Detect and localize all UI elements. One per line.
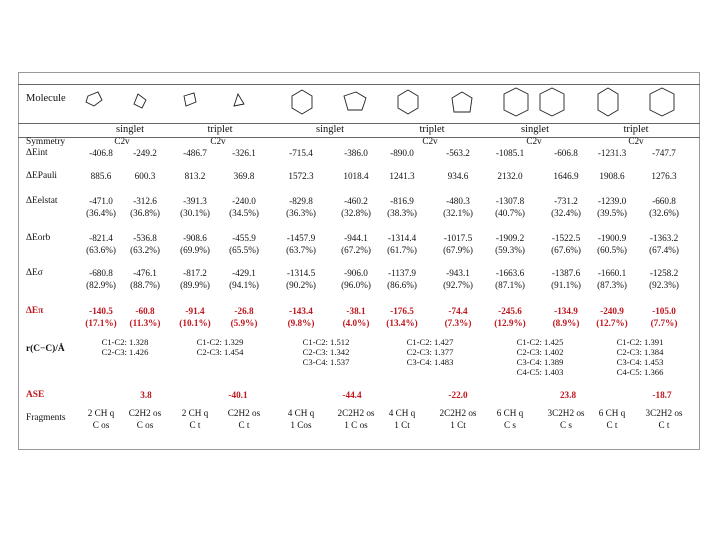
molecule-label: Molecule [26, 93, 66, 104]
bond-length-line: C3-C4: 1.389 [516, 357, 564, 367]
fragment-top: 3C2H2 os [645, 408, 683, 418]
fragment-bottom: 1 Cos [290, 420, 312, 430]
eorb-value: -1457.9 [286, 233, 316, 243]
symmetry-2: C2v [210, 136, 226, 146]
esigma-value: -943.1 [446, 268, 470, 278]
epi-percent: (9.8%) [287, 318, 315, 328]
eint-value: -747.7 [652, 148, 676, 158]
fragment-bottom: C t [189, 420, 201, 430]
esigma-value: -906.0 [344, 268, 368, 278]
epauli-value: 369.8 [233, 171, 255, 181]
structure-8 [452, 92, 472, 112]
eelstat-percent: (30.1%) [180, 208, 210, 218]
eelstat-value: -480.3 [446, 196, 470, 206]
eint-value: -326.1 [232, 148, 256, 158]
epi-value: -176.5 [390, 306, 414, 316]
esigma-value: -1663.6 [495, 268, 525, 278]
eorb-percent: (67.4%) [649, 245, 679, 255]
esigma-percent: (90.2%) [286, 280, 316, 290]
eorb-value: -1909.2 [495, 233, 525, 243]
group-5: singlet [521, 124, 549, 135]
epi-percent: (11.3%) [129, 318, 161, 328]
eint-value: -249.2 [133, 148, 157, 158]
eorb-value: -1900.9 [597, 233, 627, 243]
epi-percent: (17.1%) [85, 318, 117, 328]
bond-length-line: C3-C4: 1.537 [302, 357, 350, 367]
epi-value: -134.9 [554, 306, 578, 316]
eelstat-percent: (32.6%) [649, 208, 679, 218]
eorb-percent: (59.3%) [495, 245, 525, 255]
eorb-value: -908.6 [183, 233, 207, 243]
structure-1 [86, 92, 102, 106]
fragment-top: C2H2 os [227, 408, 261, 418]
eint-value: -563.2 [446, 148, 470, 158]
fragment-bottom: C t [606, 420, 618, 430]
fragment-bottom: C os [136, 420, 154, 430]
epauli-value: 1018.4 [343, 171, 369, 181]
esigma-value: -1660.1 [597, 268, 627, 278]
fragment-top: C2H2 os [128, 408, 162, 418]
epi-percent: (12.9%) [494, 318, 526, 328]
epauli-value: 934.6 [447, 171, 469, 181]
fragments-label: Fragments [26, 413, 66, 423]
group-4: triplet [419, 124, 445, 135]
eelstat-percent: (32.8%) [341, 208, 371, 218]
esigma-percent: (88.7%) [130, 280, 160, 290]
esigma-value: -1137.9 [388, 268, 416, 278]
epi-percent: (7.3%) [444, 318, 472, 328]
bond-length-label: r(C−C)/Å [26, 344, 65, 354]
symmetry-5: C2v [526, 136, 542, 146]
symmetry-1: C2v [114, 136, 130, 146]
esigma-percent: (86.6%) [387, 280, 417, 290]
ase-5: 23.8 [559, 390, 577, 400]
epi-value: -105.0 [652, 306, 676, 316]
esigma-percent: (82.9%) [86, 280, 116, 290]
eelstat-value: -829.8 [289, 196, 313, 206]
bond-length-line: C1-C2: 1.328 [101, 337, 149, 347]
eelstat-percent: (36.3%) [286, 208, 316, 218]
eint-value: -890.0 [390, 148, 414, 158]
fragment-top: 2 CH q [87, 408, 115, 418]
eorb-percent: (67.2%) [341, 245, 371, 255]
bond-length-line: C2-C3: 1.342 [302, 347, 350, 357]
fragment-bottom: C t [238, 420, 250, 430]
epauli-value: 1241.3 [389, 171, 415, 181]
epi-label: ΔEπ [26, 306, 44, 316]
fragment-top: 2 CH q [181, 408, 209, 418]
eelstat-value: -1307.8 [495, 196, 525, 206]
eorb-percent: (65.5%) [229, 245, 259, 255]
epauli-label: ΔEPauli [26, 171, 58, 181]
eelstat-percent: (36.8%) [130, 208, 160, 218]
eorb-value: -536.8 [133, 233, 157, 243]
bond-length-line: C2-C3: 1.384 [616, 347, 664, 357]
esigma-percent: (92.3%) [649, 280, 679, 290]
eelstat-value: -471.0 [89, 196, 113, 206]
epi-value: -245.6 [498, 306, 522, 316]
bond-length-line: C2-C3: 1.426 [101, 347, 149, 357]
eint-value: -715.4 [289, 148, 313, 158]
eelstat-percent: (36.4%) [86, 208, 116, 218]
epi-value: -240.9 [600, 306, 624, 316]
epi-percent: (7.7%) [650, 318, 678, 328]
symmetry-6: C2v [628, 136, 644, 146]
eelstat-value: -731.2 [554, 196, 578, 206]
fragment-bottom: 1 Ct [450, 420, 466, 430]
esigma-value: -1387.6 [551, 268, 581, 278]
eelstat-percent: (32.1%) [443, 208, 473, 218]
fragment-bottom: C os [92, 420, 110, 430]
eelstat-value: -460.2 [344, 196, 368, 206]
eorb-percent: (61.7%) [387, 245, 417, 255]
structure-12 [650, 88, 674, 116]
group-1: singlet [116, 124, 144, 135]
epi-value: -91.4 [185, 306, 205, 316]
esigma-value: -429.1 [232, 268, 256, 278]
esigma-percent: (91.1%) [551, 280, 581, 290]
eelstat-percent: (32.4%) [551, 208, 581, 218]
ase-4: -22.0 [448, 390, 468, 400]
bond-length-line: C1-C2: 1.512 [302, 337, 350, 347]
fragment-top: 6 CH q [496, 408, 524, 418]
bond-length-line: C1-C2: 1.425 [516, 337, 564, 347]
eelstat-label: ΔEelstat [26, 196, 58, 206]
structure-11 [598, 88, 618, 116]
epauli-value: 1646.9 [553, 171, 579, 181]
ase-3: -44.4 [342, 390, 362, 400]
eorb-value: -455.9 [232, 233, 256, 243]
eorb-percent: (67.6%) [551, 245, 581, 255]
esigma-percent: (94.1%) [229, 280, 259, 290]
bond-length-line: C3-C4: 1.483 [406, 357, 454, 367]
esigma-percent: (87.3%) [597, 280, 627, 290]
eint-value: -1085.1 [495, 148, 525, 158]
epi-value: -60.8 [135, 306, 155, 316]
symmetry-4: C2v [422, 136, 438, 146]
molecule-structures [80, 84, 710, 124]
epauli-value: 1908.6 [599, 171, 625, 181]
fragment-top: 4 CH q [388, 408, 416, 418]
esigma-label: ΔEσ [26, 268, 43, 278]
fragment-bottom: C t [658, 420, 670, 430]
epauli-value: 813.2 [184, 171, 206, 181]
epauli-value: 600.3 [134, 171, 156, 181]
eorb-value: -1314.4 [387, 233, 417, 243]
bond-length-line: C2-C3: 1.377 [406, 347, 454, 357]
epauli-value: 1572.3 [288, 171, 314, 181]
epi-value: -143.4 [289, 306, 313, 316]
eorb-value: -821.4 [89, 233, 113, 243]
epauli-value: 2132.0 [497, 171, 523, 181]
epauli-value: 1276.3 [651, 171, 677, 181]
group-3: singlet [316, 124, 344, 135]
eint-value: -606.8 [554, 148, 578, 158]
structure-10 [540, 88, 564, 116]
eelstat-value: -391.3 [183, 196, 207, 206]
esigma-percent: (96.0%) [341, 280, 371, 290]
fragment-top: 2C2H2 os [337, 408, 375, 418]
eelstat-percent: (39.5%) [597, 208, 627, 218]
ase-2: -40.1 [228, 390, 248, 400]
eint-label: ΔEint [26, 148, 48, 158]
bond-length-line: C1-C2: 1.329 [196, 337, 244, 347]
esigma-value: -680.8 [89, 268, 113, 278]
fragment-top: 3C2H2 os [547, 408, 585, 418]
epi-percent: (5.9%) [230, 318, 258, 328]
epi-percent: (10.1%) [179, 318, 211, 328]
bond-length-line: C4-C5: 1.366 [616, 367, 664, 377]
fragment-top: 6 CH q [598, 408, 626, 418]
ase-6: -18.7 [652, 390, 672, 400]
eelstat-value: -1239.0 [597, 196, 627, 206]
structure-7 [398, 90, 418, 114]
eorb-value: -1522.5 [551, 233, 581, 243]
eint-value: -406.8 [89, 148, 113, 158]
esigma-value: -817.2 [183, 268, 207, 278]
eelstat-percent: (40.7%) [495, 208, 525, 218]
bond-length-line: C2-C3: 1.454 [196, 347, 244, 357]
epi-percent: (13.4%) [386, 318, 418, 328]
symmetry-label: Symmetry [26, 137, 66, 147]
esigma-percent: (92.7%) [443, 280, 473, 290]
esigma-percent: (89.9%) [180, 280, 210, 290]
epauli-value: 885.6 [90, 171, 112, 181]
structure-4 [234, 94, 244, 106]
epi-value: -26.8 [234, 306, 254, 316]
eint-value: -1231.3 [597, 148, 627, 158]
epi-value: -74.4 [448, 306, 468, 316]
epi-value: -38.1 [346, 306, 366, 316]
fragment-bottom: C s [559, 420, 573, 430]
epi-value: -140.5 [89, 306, 113, 316]
bond-length-line: C3-C4: 1.453 [616, 357, 664, 367]
ase-label: ASE [26, 390, 45, 400]
eelstat-percent: (34.5%) [229, 208, 259, 218]
eorb-percent: (69.9%) [180, 245, 210, 255]
eelstat-value: -240.0 [232, 196, 256, 206]
eorb-label: ΔEorb [26, 233, 51, 243]
bond-length-line: C1-C2: 1.427 [406, 337, 454, 347]
structure-9 [504, 88, 528, 116]
esigma-value: -1258.2 [649, 268, 679, 278]
group-2: triplet [207, 124, 233, 135]
fragment-bottom: 1 Ct [394, 420, 410, 430]
eint-value: -386.0 [344, 148, 368, 158]
bond-length-line: C1-C2: 1.391 [616, 337, 664, 347]
bond-length-line: C4-C5: 1.403 [516, 367, 564, 377]
bond-length-line: C2-C3: 1.402 [516, 347, 564, 357]
fragment-bottom: 1 C os [344, 420, 368, 430]
fragment-top: 4 CH q [287, 408, 315, 418]
epi-percent: (4.0%) [342, 318, 370, 328]
eelstat-value: -660.8 [652, 196, 676, 206]
structure-5 [292, 90, 312, 114]
eorb-value: -1017.5 [443, 233, 473, 243]
eorb-percent: (63.6%) [86, 245, 116, 255]
eorb-percent: (67.9%) [443, 245, 473, 255]
eint-value: -486.7 [183, 148, 207, 158]
esigma-value: -476.1 [133, 268, 157, 278]
eorb-value: -1363.2 [649, 233, 679, 243]
eorb-percent: (63.2%) [130, 245, 160, 255]
eelstat-value: -816.9 [390, 196, 414, 206]
eorb-percent: (60.5%) [597, 245, 627, 255]
esigma-value: -1314.5 [286, 268, 316, 278]
eelstat-value: -312.6 [133, 196, 157, 206]
esigma-percent: (87.1%) [495, 280, 525, 290]
eelstat-percent: (38.3%) [387, 208, 417, 218]
group-6: triplet [623, 124, 649, 135]
epi-percent: (12.7%) [596, 318, 628, 328]
structure-6 [344, 92, 366, 110]
structure-2 [134, 94, 146, 108]
ase-1: 3.8 [140, 390, 152, 400]
fragment-top: 2C2H2 os [439, 408, 477, 418]
fragment-bottom: C s [503, 420, 517, 430]
eorb-value: -944.1 [344, 233, 368, 243]
epi-percent: (8.9%) [552, 318, 580, 328]
eorb-percent: (63.7%) [286, 245, 316, 255]
structure-3 [184, 93, 196, 106]
